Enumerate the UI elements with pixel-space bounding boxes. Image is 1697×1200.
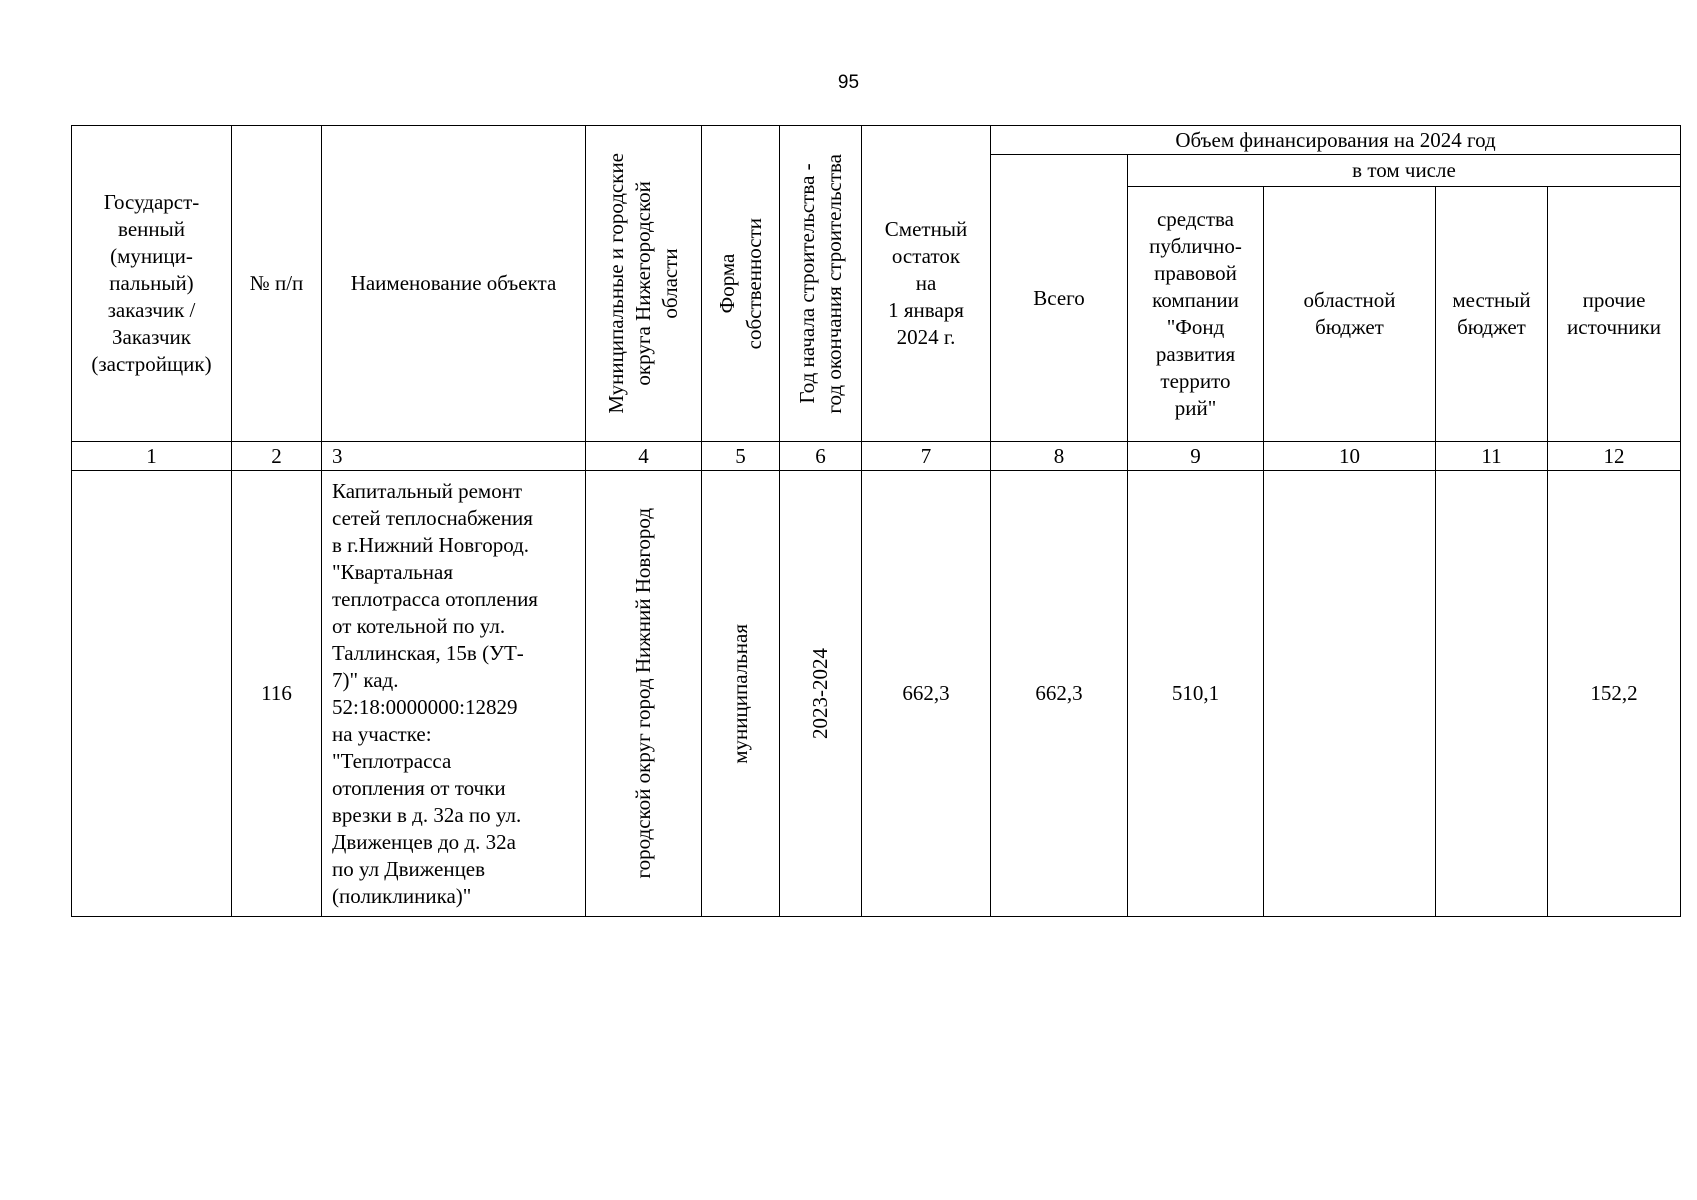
row-other: 152,2 <box>1548 471 1681 917</box>
column-number: 9 <box>1128 442 1264 471</box>
row-customer <box>72 471 232 917</box>
row-years: 2023-2024 <box>780 471 862 917</box>
row-number: 116 <box>232 471 322 917</box>
header-including: в том числе <box>1128 155 1681 187</box>
column-number: 5 <box>702 442 780 471</box>
column-number: 2 <box>232 442 322 471</box>
financing-table <box>71 125 1681 917</box>
header-total: Всего <box>991 155 1128 442</box>
row-estimated-balance: 662,3 <box>862 471 991 917</box>
column-number: 8 <box>991 442 1128 471</box>
column-number: 3 <box>322 442 586 471</box>
row-municipality: городской округ город Нижний Новгород <box>586 471 702 917</box>
row-fund: 510,1 <box>1128 471 1264 917</box>
column-number-row <box>72 442 1681 471</box>
header-other-sources: прочие источники <box>1548 187 1681 442</box>
header-construction-years: Год начала строительства - год окончания строительства <box>780 126 862 442</box>
header-financing-volume: Объем финансирования на 2024 год <box>991 126 1681 155</box>
row-local <box>1436 471 1548 917</box>
header-local-budget: местный бюджет <box>1436 187 1548 442</box>
header-customer: Государст- венный (муници- пальный) заказчик / Заказчик (застройщик) <box>72 126 232 442</box>
row-ownership: муниципальная <box>702 471 780 917</box>
row-object-name: Капитальный ремонт сетей теплоснабжения в г.Нижний Новгород. "Квартальная теплотрасса отопления от котельной по ул. Таллинская, 15в (УТ- 7)" кад. 52:18:0000000:12829 на участке: "Теплотрасса отопления от точки врезки в д. 32а по ул. Движенцев до д. 32а по ул Движенцев (поликлиника)" <box>322 471 586 917</box>
header-number: № п/п <box>232 126 322 442</box>
column-number: 6 <box>780 442 862 471</box>
column-number: 10 <box>1264 442 1436 471</box>
header-fund-funds: средства публично- правовой компании "Фонд развития террито рий" <box>1128 187 1264 442</box>
column-number: 12 <box>1548 442 1681 471</box>
header-ownership-form: Форма собственности <box>702 126 780 442</box>
row-total: 662,3 <box>991 471 1128 917</box>
page-number: 95 <box>837 72 860 93</box>
header-regional-budget: областной бюджет <box>1264 187 1436 442</box>
header-municipal-districts: Муниципальные и городские округа Нижегородской области <box>586 126 702 442</box>
column-number: 7 <box>862 442 991 471</box>
table-row <box>72 471 1681 917</box>
header-object-name: Наименование объекта <box>322 126 586 442</box>
row-regional <box>1264 471 1436 917</box>
header-row-1 <box>72 126 1681 155</box>
column-number: 4 <box>586 442 702 471</box>
column-number: 11 <box>1436 442 1548 471</box>
column-number: 1 <box>72 442 232 471</box>
header-estimated-balance: Сметный остаток на 1 января 2024 г. <box>862 126 991 442</box>
